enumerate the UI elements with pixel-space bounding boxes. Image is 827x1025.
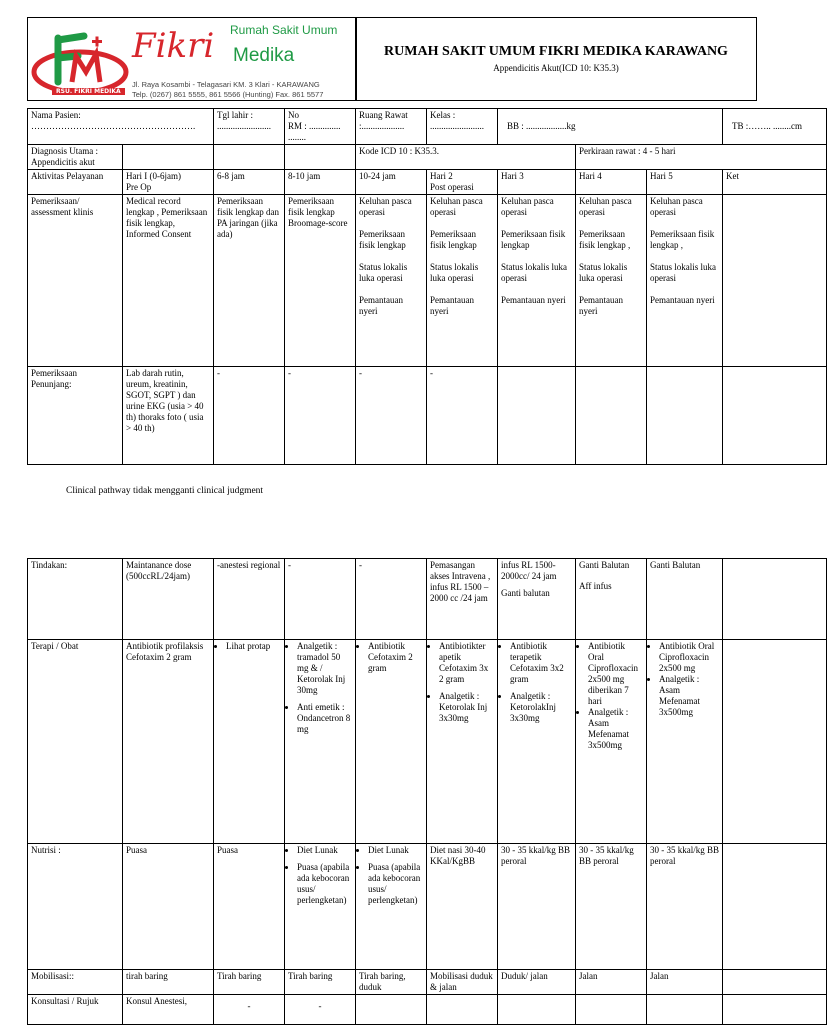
action-day4: Ganti Balutan Aff infus	[576, 559, 647, 640]
h6-8-header: 6-8 jam	[214, 170, 285, 195]
nutrition-h8-10: • Diet Lunak • Puasa (apabila ada kebocoran usus/ perlengketan)	[285, 844, 356, 970]
therapy-label: Terapi / Obat	[28, 640, 123, 844]
nutrition-day2: Diet nasi 30-40 KKal/KgBB	[427, 844, 498, 970]
mobilization-day5: Jalan	[647, 970, 723, 995]
header-title-box	[355, 17, 757, 101]
height-label: TB :…….. ........cm	[732, 121, 802, 131]
clinical-note: Clinical pathway tidak mengganti clinical judgment	[66, 486, 264, 496]
logo-brand-red: Fikri	[132, 26, 215, 66]
therapy-h10-24: • Antibiotik Cefotaxim 2 gram	[356, 640, 427, 844]
therapy-day3: • Antibiotik terapetik Cefotaxim 3x2 gram • Analgetik : KetorolakInj 3x30mg	[498, 640, 576, 844]
class-dots: ........................	[430, 121, 484, 131]
icd-code-cell: Kode ICD 10 : K35.3.	[356, 145, 576, 170]
day2-header	[427, 170, 498, 195]
logo-small-title: Rumah Sakit Umum	[230, 23, 338, 37]
assessment-day5: Keluhan pasca operasi Pemeriksaan fisik lengkap , Status lokalis luka operasi Pemantauan nyeri	[647, 195, 723, 367]
emblem-badge-text: RSU. FIKRI MEDIKA	[52, 88, 125, 95]
ward-label: Ruang Rawat	[359, 110, 408, 120]
action-label: Tindakan:	[28, 559, 123, 640]
day5-header: Hari 5	[647, 170, 723, 195]
nutrition-day5: 30 - 35 kkal/kg BB peroral	[647, 844, 723, 970]
class-label: Kelas :	[430, 110, 456, 120]
patient-name-dots: ……………………………………………….	[31, 121, 196, 131]
height-cell	[723, 109, 827, 145]
logo-address-line2: Telp. (0267) 861 5555, 861 5566 (Hunting) Fax. 861 5577	[132, 90, 324, 99]
header-logo-box	[27, 17, 357, 101]
weight-cell	[498, 109, 723, 145]
day4-header: Hari 4	[576, 170, 647, 195]
patient-name-label: Nama Pasien:	[31, 110, 81, 120]
birthdate-cell	[214, 109, 285, 145]
mobilization-label: Mobilisasi::	[28, 970, 123, 995]
action-h8-10: -	[285, 559, 356, 640]
rm-cell	[285, 109, 356, 145]
mobilization-day4: Jalan	[576, 970, 647, 995]
action-day2: Pemasangan akses Intravena , infus RL 1500 – 2000 cc /24 jam	[427, 559, 498, 640]
ward-cell	[356, 109, 427, 145]
activity-header: Aktivitas Pelayanan	[28, 170, 123, 195]
support-exam-label: Pemeriksaan Penunjang:	[28, 367, 123, 465]
action-day3: infus RL 1500-2000cc/ 24 jam Ganti balutan	[498, 559, 576, 640]
patient-name-cell	[28, 109, 214, 145]
nutrition-day1: Puasa	[123, 844, 214, 970]
birthdate-label: Tgl lahir :	[217, 110, 253, 120]
nutrition-day4: 30 - 35 kkal/kg BB peroral	[576, 844, 647, 970]
assessment-day1: Medical record lengkap , Pemeriksaan fisik lengkap, Informed Consent	[123, 195, 214, 367]
action-day1: Maintanance dose (500ccRL/24jam)	[123, 559, 214, 640]
assessment-h8-10: Pemeriksaan fisik lengkap Broomage-score	[285, 195, 356, 367]
therapy-h6-8: • Lihat protap	[214, 640, 285, 844]
logo-address-line1: Jl. Raya Kosambi - Telagasari KM. 3 Klari - KARAWANG	[132, 80, 320, 89]
day1-title: Hari I (0-6jam)	[126, 171, 181, 181]
consult-day1: Konsul Anestesi,	[123, 995, 214, 1025]
consult-h6-8: -	[214, 995, 285, 1025]
pathway-table-top: Nama Pasien: ………………………………………………. Tgl lahir : ........................ No RM : .............. ........ Ruang Rawat :................... Kelas : ........................ BB : ..................kg TB :…….. ........cm Diagnosis Utama : Appendicitis akut Kode ICD 10 : K35.3. Perkiraan rawat : 4 - 5 hari Aktivitas Pelayanan Hari I (0-6jam) Pre Op 6-8 jam 8-10 jam 10-24 jam Hari 2 Post operasi Hari 3 Hari 4 Hari 5 Ket Pemeriksaan/ assessment klinis Medical record lengkap , Pemeriksaan fisik lengkap, Informed Consent Pemeriksaan fisik lengkap dan PA jaringan (jika ada) Pemeriksaan fisik lengkap Broomage-score Keluhan pasca operasi Pemeriksaan fisik lengkap Status lokalis luka operasi Pemantauan nyeri Keluhan pasca operasi Pemeriksaan fisik lengkap Status lokalis luka operasi Pemantauan nyeri Keluhan pasca operasi Pemeriksaan fisik lengkap Status lokalis luka operasi Pemantauan nyeri Keluhan pasca operasi Pemeriksaan fisik lengkap , Status lokalis luka operasi Pemantauan nyeri Keluhan pasca operasi Pemeriksaan fisik lengkap , Status lokalis luka operasi Pemantauan nyeri Pemeriksaan Penunjang: Lab darah rutin, ureum, kreatinin, SGOT, SGPT ) dan urine EKG (usia > 40 th) thoraks foto ( usia > 40 th) - - - -	[27, 108, 827, 465]
consult-label: Konsultasi / Rujuk	[28, 995, 123, 1025]
assessment-day3: Keluhan pasca operasi Pemeriksaan fisik lengkap Status lokalis luka operasi Pemantauan nyeri	[498, 195, 576, 367]
rm-label: RM : ..............	[288, 121, 341, 131]
page-title: RUMAH SAKIT UMUM FIKRI MEDIKA KARAWANG	[384, 44, 728, 59]
therapy-day4: • Antibiotik Oral Ciprofloxacin 2x500 mg diberikan 7 hari • Analgetik : Asam Mefenamat 3x500mg	[576, 640, 647, 844]
page-subtitle: Appendicitis Akut(ICD 10: K35.3)	[493, 63, 619, 73]
mobilization-h10-24: Tirah baring, duduk	[356, 970, 427, 995]
nutrition-h10-24: • Diet Lunak • Puasa (apabila ada kebocoran usus/ perlengketan)	[356, 844, 427, 970]
mobilization-h8-10: Tirah baring	[285, 970, 356, 995]
weight-label: BB : ..................kg	[507, 121, 576, 131]
rm-no-label: No	[288, 110, 299, 120]
day3-header: Hari 3	[498, 170, 576, 195]
notes-header: Ket	[723, 170, 827, 195]
birthdate-dots: ........................	[217, 121, 271, 131]
therapy-day2: • Antibiotikter apetik Cefotaxim 3x 2 gram • Analgetik : Ketorolak Inj 3x30mg	[427, 640, 498, 844]
mobilization-day2: Mobilisasi duduk & jalan	[427, 970, 498, 995]
assessment-day2: Keluhan pasca operasi Pemeriksaan fisik lengkap Status lokalis luka operasi Pemantauan nyeri	[427, 195, 498, 367]
nutrition-label: Nutrisi :	[28, 844, 123, 970]
class-cell	[427, 109, 498, 145]
h10-24-header: 10-24 jam	[356, 170, 427, 195]
nutrition-h6-8: Puasa	[214, 844, 285, 970]
diagnosis-cell: Diagnosis Utama : Appendicitis akut	[28, 145, 123, 170]
h8-10-header: 8-10 jam	[285, 170, 356, 195]
therapy-day1: Antibiotik profilaksis Cefotaxim 2 gram	[123, 640, 214, 844]
mobilization-day3: Duduk/ jalan	[498, 970, 576, 995]
action-h6-8: -anestesi regional	[214, 559, 285, 640]
therapy-h8-10: • Analgetik : tramadol 50 mg & / Ketorolak Inj 30mg • Anti emetik : Ondancetron 8 mg	[285, 640, 356, 844]
day1-header	[123, 170, 214, 195]
therapy-day5: • Antibiotik Oral Ciprofloxacin 2x500 mg • Analgetik : Asam Mefenamat 3x500mg	[647, 640, 723, 844]
day2-subtitle: Post operasi	[430, 182, 474, 192]
day1-subtitle: Pre Op	[126, 182, 152, 192]
support-exam-day1: Lab darah rutin, ureum, kreatinin, SGOT, SGPT ) dan urine EKG (usia > 40 th) thoraks foto ( usia > 40 th)	[123, 367, 214, 465]
assessment-label: Pemeriksaan/ assessment klinis	[28, 195, 123, 367]
assessment-h10-24: Keluhan pasca operasi Pemeriksaan fisik lengkap Status lokalis luka operasi Pemantauan nyeri	[356, 195, 427, 367]
action-h10-24: -	[356, 559, 427, 640]
action-day5: Ganti Balutan	[647, 559, 723, 640]
ward-dots: :...................	[359, 121, 405, 131]
estimated-stay-cell: Perkiraan rawat : 4 - 5 hari	[576, 145, 827, 170]
day2-title: Hari 2	[430, 171, 453, 181]
mobilization-h6-8: Tirah baring	[214, 970, 285, 995]
assessment-h6-8: Pemeriksaan fisik lengkap dan PA jaringan (jika ada)	[214, 195, 285, 367]
consult-h8-10: -	[285, 995, 356, 1025]
rm-dots: ........	[288, 132, 306, 142]
assessment-day4: Keluhan pasca operasi Pemeriksaan fisik lengkap , Status lokalis luka operasi Pemantauan nyeri	[576, 195, 647, 367]
logo-brand-green: Medika	[233, 45, 295, 66]
nutrition-day3: 30 - 35 kkal/kg BB peroral	[498, 844, 576, 970]
mobilization-day1: tirah baring	[123, 970, 214, 995]
pathway-table-bottom	[27, 558, 827, 1025]
